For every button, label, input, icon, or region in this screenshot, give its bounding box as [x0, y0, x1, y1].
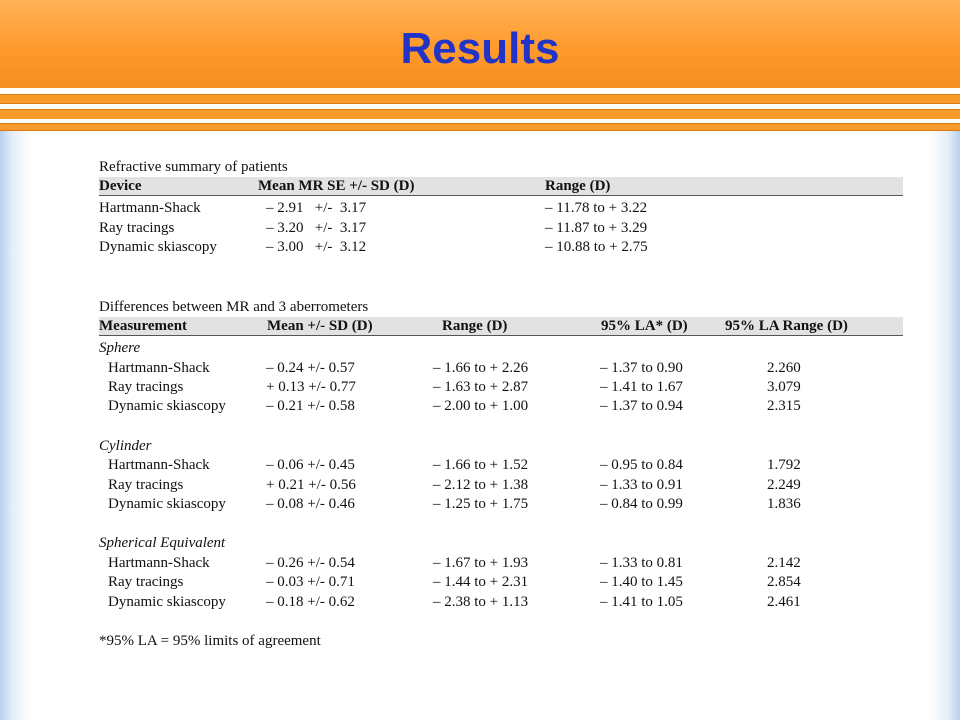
- table2-row: [99, 573, 903, 593]
- range-value: – 2.00 to + 1.00: [433, 398, 529, 414]
- device-name: Ray tracings: [99, 220, 175, 236]
- header-stripes: [0, 88, 960, 130]
- range-value: – 2.38 to + 1.13: [433, 594, 529, 610]
- la-range-value: 2.854: [767, 574, 801, 590]
- table2-header-la: 95% LA* (D): [601, 318, 688, 334]
- la-range-value: 2.142: [767, 555, 801, 571]
- table1-header-device: Device: [99, 178, 142, 194]
- mean-value: – 0.21 +/- 0.58: [266, 398, 355, 414]
- table2-row: [99, 554, 903, 574]
- mean-value: – 0.06 +/- 0.45: [266, 457, 355, 473]
- slide-header: [0, 0, 960, 89]
- table2-row: [99, 476, 903, 496]
- table1-header-range: Range (D): [545, 178, 611, 194]
- range-value: – 1.66 to + 1.52: [433, 457, 529, 473]
- device-name: Hartmann-Shack: [108, 360, 210, 376]
- la-range-value: 2.315: [767, 398, 801, 414]
- table2-row: [99, 378, 903, 398]
- la-value: – 1.33 to 0.91: [600, 477, 683, 493]
- table2-row: [99, 397, 903, 417]
- device-name: Ray tracings: [108, 379, 184, 395]
- device-name: Dynamic skiascopy: [108, 594, 226, 610]
- mean-value: – 0.24 +/- 0.57: [266, 360, 355, 376]
- table2-row: [99, 495, 903, 515]
- mean-value: – 0.08 +/- 0.46: [266, 496, 355, 512]
- la-value: – 0.95 to 0.84: [600, 457, 683, 473]
- table1-row: [99, 199, 903, 219]
- la-range-value: 2.260: [767, 360, 801, 376]
- table2-row: [99, 359, 903, 379]
- la-value: – 1.41 to 1.05: [600, 594, 683, 610]
- mean-value: – 3.20 +/- 3.17: [266, 220, 367, 236]
- table2-footnote: *95% LA = 95% limits of agreement: [99, 633, 321, 649]
- range-value: – 11.87 to + 3.29: [545, 220, 648, 236]
- table2-caption: Differences between MR and 3 aberrometers: [99, 299, 369, 315]
- la-range-value: 2.461: [767, 594, 801, 610]
- la-range-value: 3.079: [767, 379, 801, 395]
- la-value: – 1.40 to 1.45: [600, 574, 683, 590]
- mean-value: + 0.13 +/- 0.77: [266, 379, 356, 395]
- range-value: – 10.88 to + 2.75: [545, 239, 648, 255]
- table2-row: [99, 456, 903, 476]
- la-value: – 0.84 to 0.99: [600, 496, 683, 512]
- la-range-value: 2.249: [767, 477, 801, 493]
- table2-header: [99, 317, 903, 336]
- mean-value: – 0.26 +/- 0.54: [266, 555, 355, 571]
- device-name: Hartmann-Shack: [108, 555, 210, 571]
- section-label-spherical-equivalent: Spherical Equivalent: [99, 535, 226, 551]
- range-value: – 1.25 to + 1.75: [433, 496, 529, 512]
- mean-value: – 0.03 +/- 0.71: [266, 574, 355, 590]
- section-label-sphere: Sphere: [99, 340, 141, 356]
- la-value: – 1.37 to 0.90: [600, 360, 683, 376]
- slide-title: Results: [400, 24, 560, 73]
- range-value: – 1.44 to + 2.31: [433, 574, 529, 590]
- device-name: Hartmann-Shack: [99, 200, 201, 216]
- table2-header-la-range: 95% LA Range (D): [725, 318, 848, 334]
- table2-header-mean: Mean +/- SD (D): [267, 318, 373, 334]
- table1-header-mean: Mean MR SE +/- SD (D): [258, 178, 415, 194]
- device-name: Dynamic skiascopy: [108, 496, 226, 512]
- device-name: Dynamic skiascopy: [99, 239, 217, 255]
- range-value: – 1.67 to + 1.93: [433, 555, 529, 571]
- device-name: Ray tracings: [108, 574, 184, 590]
- mean-value: + 0.21 +/- 0.56: [266, 477, 356, 493]
- mean-value: – 0.18 +/- 0.62: [266, 594, 355, 610]
- table2-header-measurement: Measurement: [99, 318, 188, 334]
- range-value: – 2.12 to + 1.38: [433, 477, 529, 493]
- table1-row: [99, 238, 903, 258]
- range-value: – 1.63 to + 2.87: [433, 379, 529, 395]
- section-label-cylinder: Cylinder: [99, 438, 152, 454]
- table1-row: [99, 219, 903, 239]
- la-range-value: 1.792: [767, 457, 801, 473]
- table1-caption: Refractive summary of patients: [99, 159, 288, 175]
- table2-row: [99, 593, 903, 613]
- table2-header-range: Range (D): [442, 318, 508, 334]
- la-value: – 1.37 to 0.94: [600, 398, 683, 414]
- mean-value: – 3.00 +/- 3.12: [266, 239, 367, 255]
- device-name: Ray tracings: [108, 477, 184, 493]
- table1-header: [99, 177, 903, 196]
- range-value: – 1.66 to + 2.26: [433, 360, 529, 376]
- mean-value: – 2.91 +/- 3.17: [266, 200, 367, 216]
- la-value: – 1.41 to 1.67: [600, 379, 683, 395]
- device-name: Dynamic skiascopy: [108, 398, 226, 414]
- la-value: – 1.33 to 0.81: [600, 555, 683, 571]
- device-name: Hartmann-Shack: [108, 457, 210, 473]
- range-value: – 11.78 to + 3.22: [545, 200, 648, 216]
- la-range-value: 1.836: [767, 496, 801, 512]
